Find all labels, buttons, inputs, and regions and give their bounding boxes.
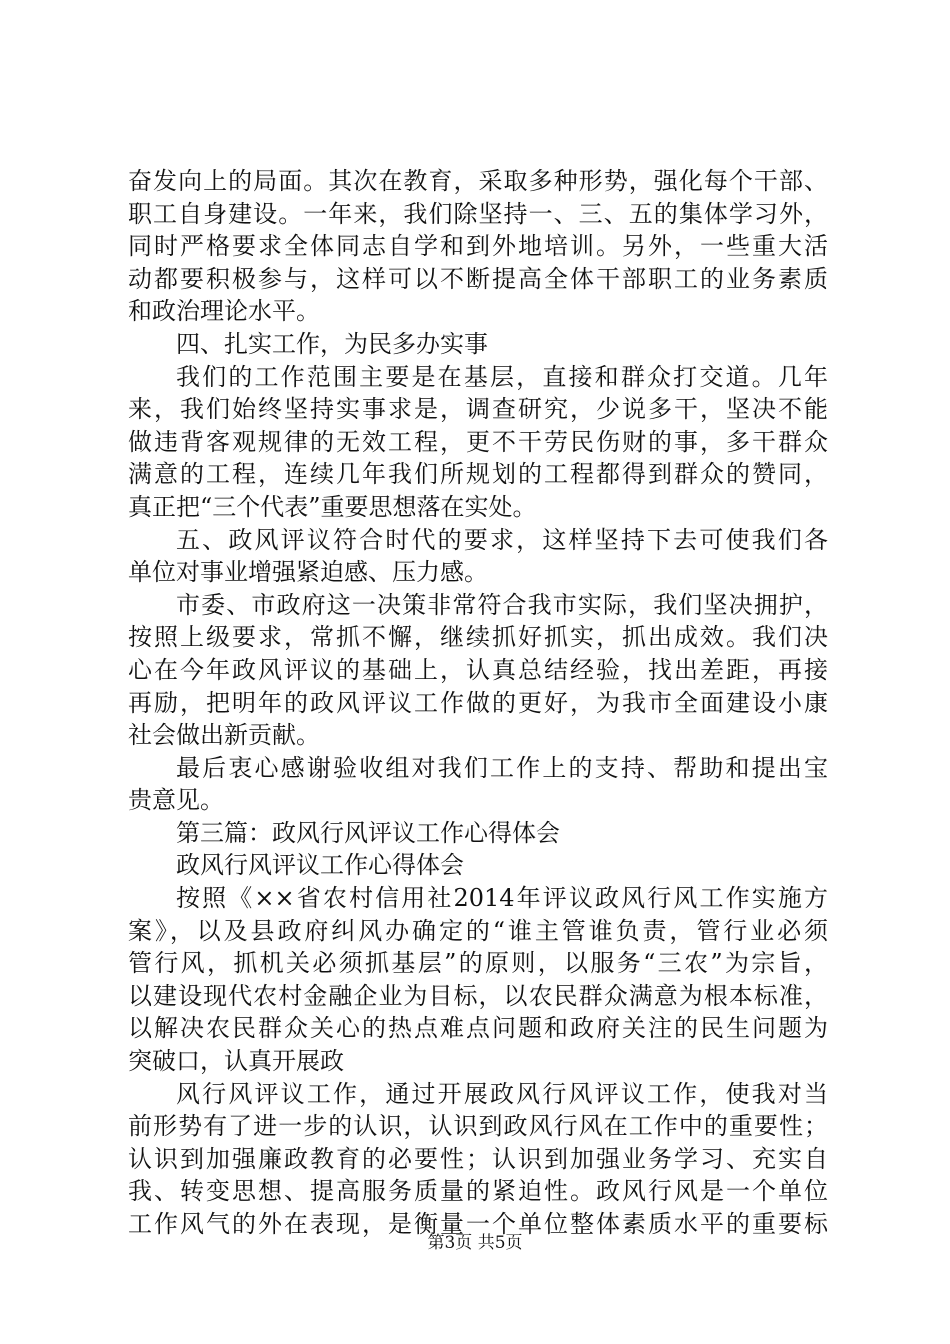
text-line: 满意的工程，连续几年我们所规划的工程都得到群众的赞同，	[128, 460, 828, 489]
text-line: 以解决农民群众关心的热点难点问题和政府关注的民生问题为	[128, 1014, 828, 1043]
text-line: 突破口，认真开展政	[128, 1047, 344, 1076]
text-line: 五、政风评议符合时代的要求，这样坚持下去可使我们各	[176, 525, 828, 554]
text-line: 以建设现代农村金融企业为目标，以农民群众满意为根本标准，	[128, 981, 828, 1010]
text-line: 单位对事业增强紧迫感、压力感。	[128, 558, 488, 587]
text-line: 按照《××省农村信用社2014年评议政风行风工作实施方	[176, 884, 828, 913]
text-line: 前形势有了进一步的认识，认识到政风行风在工作中的重要性；	[128, 1112, 828, 1141]
text-line: 同时严格要求全体同志自学和到外地培训。另外，一些重大活	[128, 232, 828, 261]
page-number-footer: 第3页 共5页	[427, 1233, 523, 1253]
text-line: 做违背客观规律的无效工程，更不干劳民伤财的事，多干群众	[128, 427, 828, 456]
text-line: 动都要积极参与，这样可以不断提高全体干部职工的业务素质	[128, 264, 828, 293]
text-line: 按照上级要求，常抓不懈，继续抓好抓实，抓出成效。我们决	[128, 623, 828, 652]
text-line: 真正把“三个代表”重要思想落在实处。	[128, 492, 537, 521]
text-line: 工作风气的外在表现，是衡量一个单位整体素质水平的重要标	[128, 1210, 828, 1238]
text-line: 社会做出新贡献。	[128, 721, 320, 750]
text-line: 最后衷心感谢验收组对我们工作上的支持、帮助和提出宝	[176, 753, 828, 782]
section-heading: 四、扎实工作，为民多办实事	[176, 329, 488, 358]
article-title: 政风行风评议工作心得体会	[176, 851, 464, 880]
text-line: 心在今年政风评议的基础上，认真总结经验，找出差距，再接	[128, 655, 828, 684]
text-line: 认识到加强廉政教育的必要性；认识到加强业务学习、充实自	[128, 1144, 828, 1173]
text-line: 来，我们始终坚持实事求是，调查研究，少说多干，坚决不能	[128, 395, 828, 424]
text-line: 市委、市政府这一决策非常符合我市实际，我们坚决拥护，	[176, 590, 828, 619]
text-line: 风行风评议工作，通过开展政风行风评议工作，使我对当	[176, 1079, 828, 1108]
document-body	[128, 165, 828, 1241]
text-line: 奋发向上的局面。其次在教育，采取多种形势，强化每个干部、	[128, 167, 828, 195]
text-line: 案》，以及县政府纠风办确定的“谁主管谁负责，管行业必须	[128, 916, 828, 945]
text-line: 管行风，抓机关必须抓基层”的原则，以服务“三农”为宗旨，	[128, 949, 828, 978]
text-line: 职工自身建设。一年来，我们除坚持一、三、五的集体学习外，	[128, 199, 828, 228]
text-line: 我们的工作范围主要是在基层，直接和群众打交道。几年	[176, 362, 828, 391]
text-line: 再励，把明年的政风评议工作做的更好，为我市全面建设小康	[128, 688, 828, 717]
text-line: 贵意见。	[128, 786, 224, 815]
text-line: 和政治理论水平。	[128, 297, 320, 326]
chapter-heading: 第三篇：政风行风评议工作心得体会	[176, 818, 560, 847]
text-line: 我、转变思想、提高服务质量的紧迫性。政风行风是一个单位	[128, 1177, 828, 1206]
